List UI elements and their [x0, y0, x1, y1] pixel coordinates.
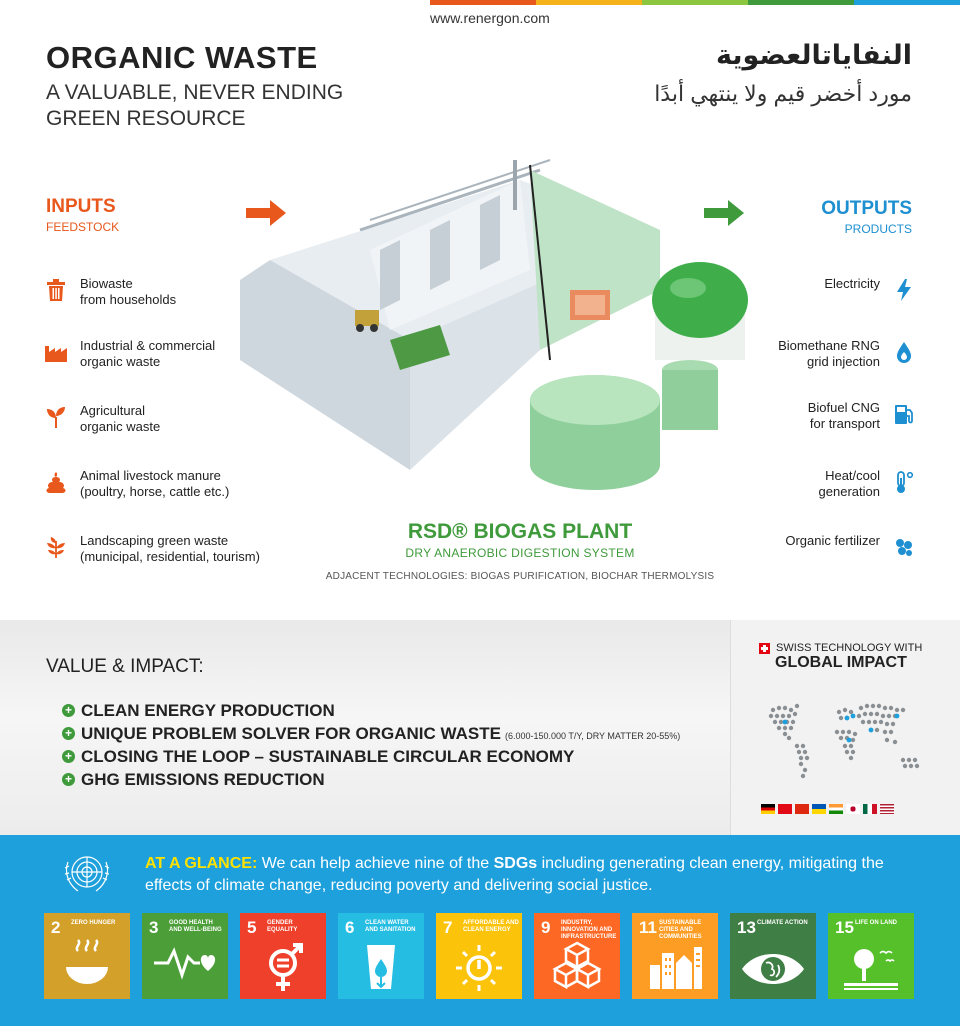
website-link[interactable]: www.renergon.com [430, 10, 550, 26]
sdg-number: 13 [737, 918, 756, 937]
impact-label: CLEAN ENERGY PRODUCTION [81, 700, 335, 720]
input-line2: (municipal, residential, tourism) [80, 549, 260, 564]
strip-green [748, 0, 854, 5]
flag-germany-icon [761, 804, 775, 814]
input-item-industrial [44, 338, 215, 370]
main-title: ORGANIC WASTE [46, 40, 318, 75]
sdg-label: CLIMATE ACTION [757, 920, 808, 926]
thermometer-icon [892, 470, 916, 494]
impact-item [62, 699, 680, 722]
title-arabic [654, 40, 912, 107]
inputs-heading [46, 196, 119, 234]
input-line1: Industrial & commercial [80, 338, 216, 353]
flag-mexico-icon [863, 804, 877, 814]
flag-usa-icon [880, 804, 894, 814]
sdg-tile-9 [534, 913, 620, 999]
output-line1: Organic fertilizer [785, 533, 880, 548]
outputs-heading [821, 198, 912, 236]
input-line1: Landscaping green waste [80, 533, 229, 548]
plant-title: RSD® BIOGAS PLANT [407, 520, 633, 543]
plus-circle-icon: + [62, 727, 75, 740]
inputs-subtitle: FEEDSTOCK [46, 220, 120, 234]
impact-label: CLOSING THE LOOP – SUSTAINABLE CIRCULAR ECONOMY [81, 746, 575, 766]
swiss-line1-text: SWISS TECHNOLOGY WITH [776, 642, 923, 654]
fuel-pump-icon [892, 402, 916, 426]
strip-yellow [536, 0, 642, 5]
tree-birds-icon [828, 913, 914, 999]
output-item-biofuel [808, 400, 916, 432]
output-line1: Biofuel CNG [807, 400, 880, 415]
manure-icon [44, 470, 68, 494]
flag-china-icon [795, 804, 809, 814]
sprout-icon [44, 405, 68, 429]
un-emblem-icon [58, 848, 116, 900]
country-flags [761, 804, 894, 814]
inputs-title: INPUTS [46, 196, 116, 217]
sdg-tile-2 [44, 913, 130, 999]
sdg-number: 7 [443, 918, 453, 937]
output-line2: for transport [809, 416, 880, 431]
input-line1: Agricultural [80, 403, 146, 418]
output-item-biomethane [778, 338, 916, 370]
plus-circle-icon: + [62, 773, 75, 786]
input-line2: from households [80, 292, 177, 307]
flame-drop-icon [892, 340, 916, 364]
strip-orange [430, 0, 536, 5]
output-line1: Heat/cool [825, 468, 880, 483]
title-english [46, 40, 346, 132]
input-line1: Biowaste [80, 276, 133, 291]
sdg-tile-3 [142, 913, 228, 999]
sdg-number: 5 [247, 918, 257, 937]
sdg-number: 15 [835, 918, 854, 937]
sdg-tiles [44, 913, 914, 999]
biogas-plant-illustration [240, 140, 760, 520]
sun-power-icon [436, 913, 522, 999]
gender-icon [240, 913, 326, 999]
input-line2: organic waste [80, 419, 161, 434]
sdg-number: 11 [639, 918, 657, 937]
sdg-number: 6 [345, 918, 355, 937]
plus-circle-icon: + [62, 704, 75, 717]
swiss-line2: GLOBAL IMPACT [775, 654, 907, 671]
output-item-heat [819, 468, 916, 500]
swiss-line1 [759, 642, 922, 654]
sdg-number: 2 [51, 918, 61, 937]
bowl-icon [44, 913, 130, 999]
sdg-label: GENDER EQUALITY [267, 920, 298, 933]
flag-japan-icon [846, 804, 860, 814]
at-a-glance-text [145, 853, 925, 897]
glance-sdgs: SDGs [493, 855, 538, 872]
pellets-icon [892, 535, 916, 559]
trash-bin-icon [44, 278, 68, 302]
water-glass-icon [338, 913, 424, 999]
sdg-tile-15 [828, 913, 914, 999]
flag-india-icon [829, 804, 843, 814]
plant-subtitle: DRY ANAEROBIC DIGESTION SYSTEM [405, 546, 635, 560]
output-item-fertilizer [785, 533, 916, 559]
city-icon [632, 913, 718, 999]
input-item-landscaping [44, 533, 260, 565]
impact-item [62, 768, 680, 791]
sdg-label: LIFE ON LAND [855, 920, 897, 926]
swiss-flag-icon [759, 643, 770, 654]
sdg-tile-11 [632, 913, 718, 999]
arabic-subtitle: مورد أخضر قيم ولا ينتهي أبدًا [654, 81, 912, 106]
eye-globe-icon [730, 913, 816, 999]
subtitle: A VALUABLE, NEVER ENDING GREEN RESOURCE [46, 81, 344, 130]
factory-icon [44, 340, 68, 364]
sdg-label: INDUSTRY, INNOVATION AND INFRASTRUCTURE [561, 920, 617, 940]
input-item-agricultural [44, 403, 160, 435]
output-line2: generation [818, 484, 880, 499]
sdg-tile-6 [338, 913, 424, 999]
sdg-tile-7 [436, 913, 522, 999]
sdg-label: SUSTAINABLE CITIES AND COMMUNITIES [659, 920, 702, 940]
impact-list [62, 699, 680, 791]
arabic-main-title: النفاياتالعضوية [716, 40, 912, 70]
cubes-icon [534, 913, 620, 999]
input-item-biowaste [44, 276, 176, 308]
sdg-tile-5 [240, 913, 326, 999]
sdg-label: CLEAN WATER AND SANITATION [365, 920, 416, 933]
glance-text-b: including generating clean energy, mitigating the effects of climate change, reducing poverty and delivering social justice. [145, 855, 884, 894]
impact-item [62, 745, 680, 768]
sdg-label: GOOD HEALTH AND WELL-BEING [169, 920, 222, 933]
world-map-icon [753, 688, 943, 798]
input-line2: organic waste [80, 354, 161, 369]
output-line1: Biomethane RNG [778, 338, 880, 353]
glance-highlight: AT A GLANCE: [145, 855, 258, 872]
input-line1: Animal livestock manure [80, 468, 221, 483]
flag-turkey-icon [778, 804, 792, 814]
impact-label: UNIQUE PROBLEM SOLVER FOR ORGANIC WASTE [81, 723, 501, 743]
plant-heading [340, 520, 700, 560]
impact-title: VALUE & IMPACT: [46, 656, 204, 677]
outputs-title: OUTPUTS [821, 198, 912, 219]
outputs-subtitle: PRODUCTS [844, 222, 912, 236]
swiss-technology-box [730, 620, 960, 835]
adjacent-technologies: ADJACENT TECHNOLOGIES: BIOGAS PURIFICATION, BIOCHAR THERMOLYSIS [325, 571, 715, 582]
impact-note: (6.000-150.000 T/Y, DRY MATTER 20-55%) [504, 730, 681, 741]
strip-light-green [642, 0, 748, 5]
heartbeat-icon [142, 913, 228, 999]
impact-item [62, 722, 680, 745]
sdg-label: AFFORDABLE AND CLEAN ENERGY [463, 920, 519, 933]
strip-blue [854, 0, 960, 5]
sdg-tile-13 [730, 913, 816, 999]
leaf-branch-icon [44, 535, 68, 559]
sdg-number: 3 [149, 918, 159, 937]
sdg-number: 9 [541, 918, 551, 937]
plus-circle-icon: + [62, 750, 75, 763]
impact-label: GHG EMISSIONS REDUCTION [81, 769, 325, 789]
input-line2: (poultry, horse, cattle etc.) [80, 484, 230, 499]
lightning-icon [892, 278, 916, 302]
output-item-electricity [824, 276, 916, 302]
flag-ukraine-icon [812, 804, 826, 814]
input-item-manure [44, 468, 229, 500]
output-line2: grid injection [807, 354, 880, 369]
top-color-strip [430, 0, 960, 5]
glance-text-a: We can help achieve nine of the [257, 855, 494, 872]
output-line1: Electricity [824, 276, 880, 291]
sdg-label: ZERO HUNGER [71, 920, 116, 926]
